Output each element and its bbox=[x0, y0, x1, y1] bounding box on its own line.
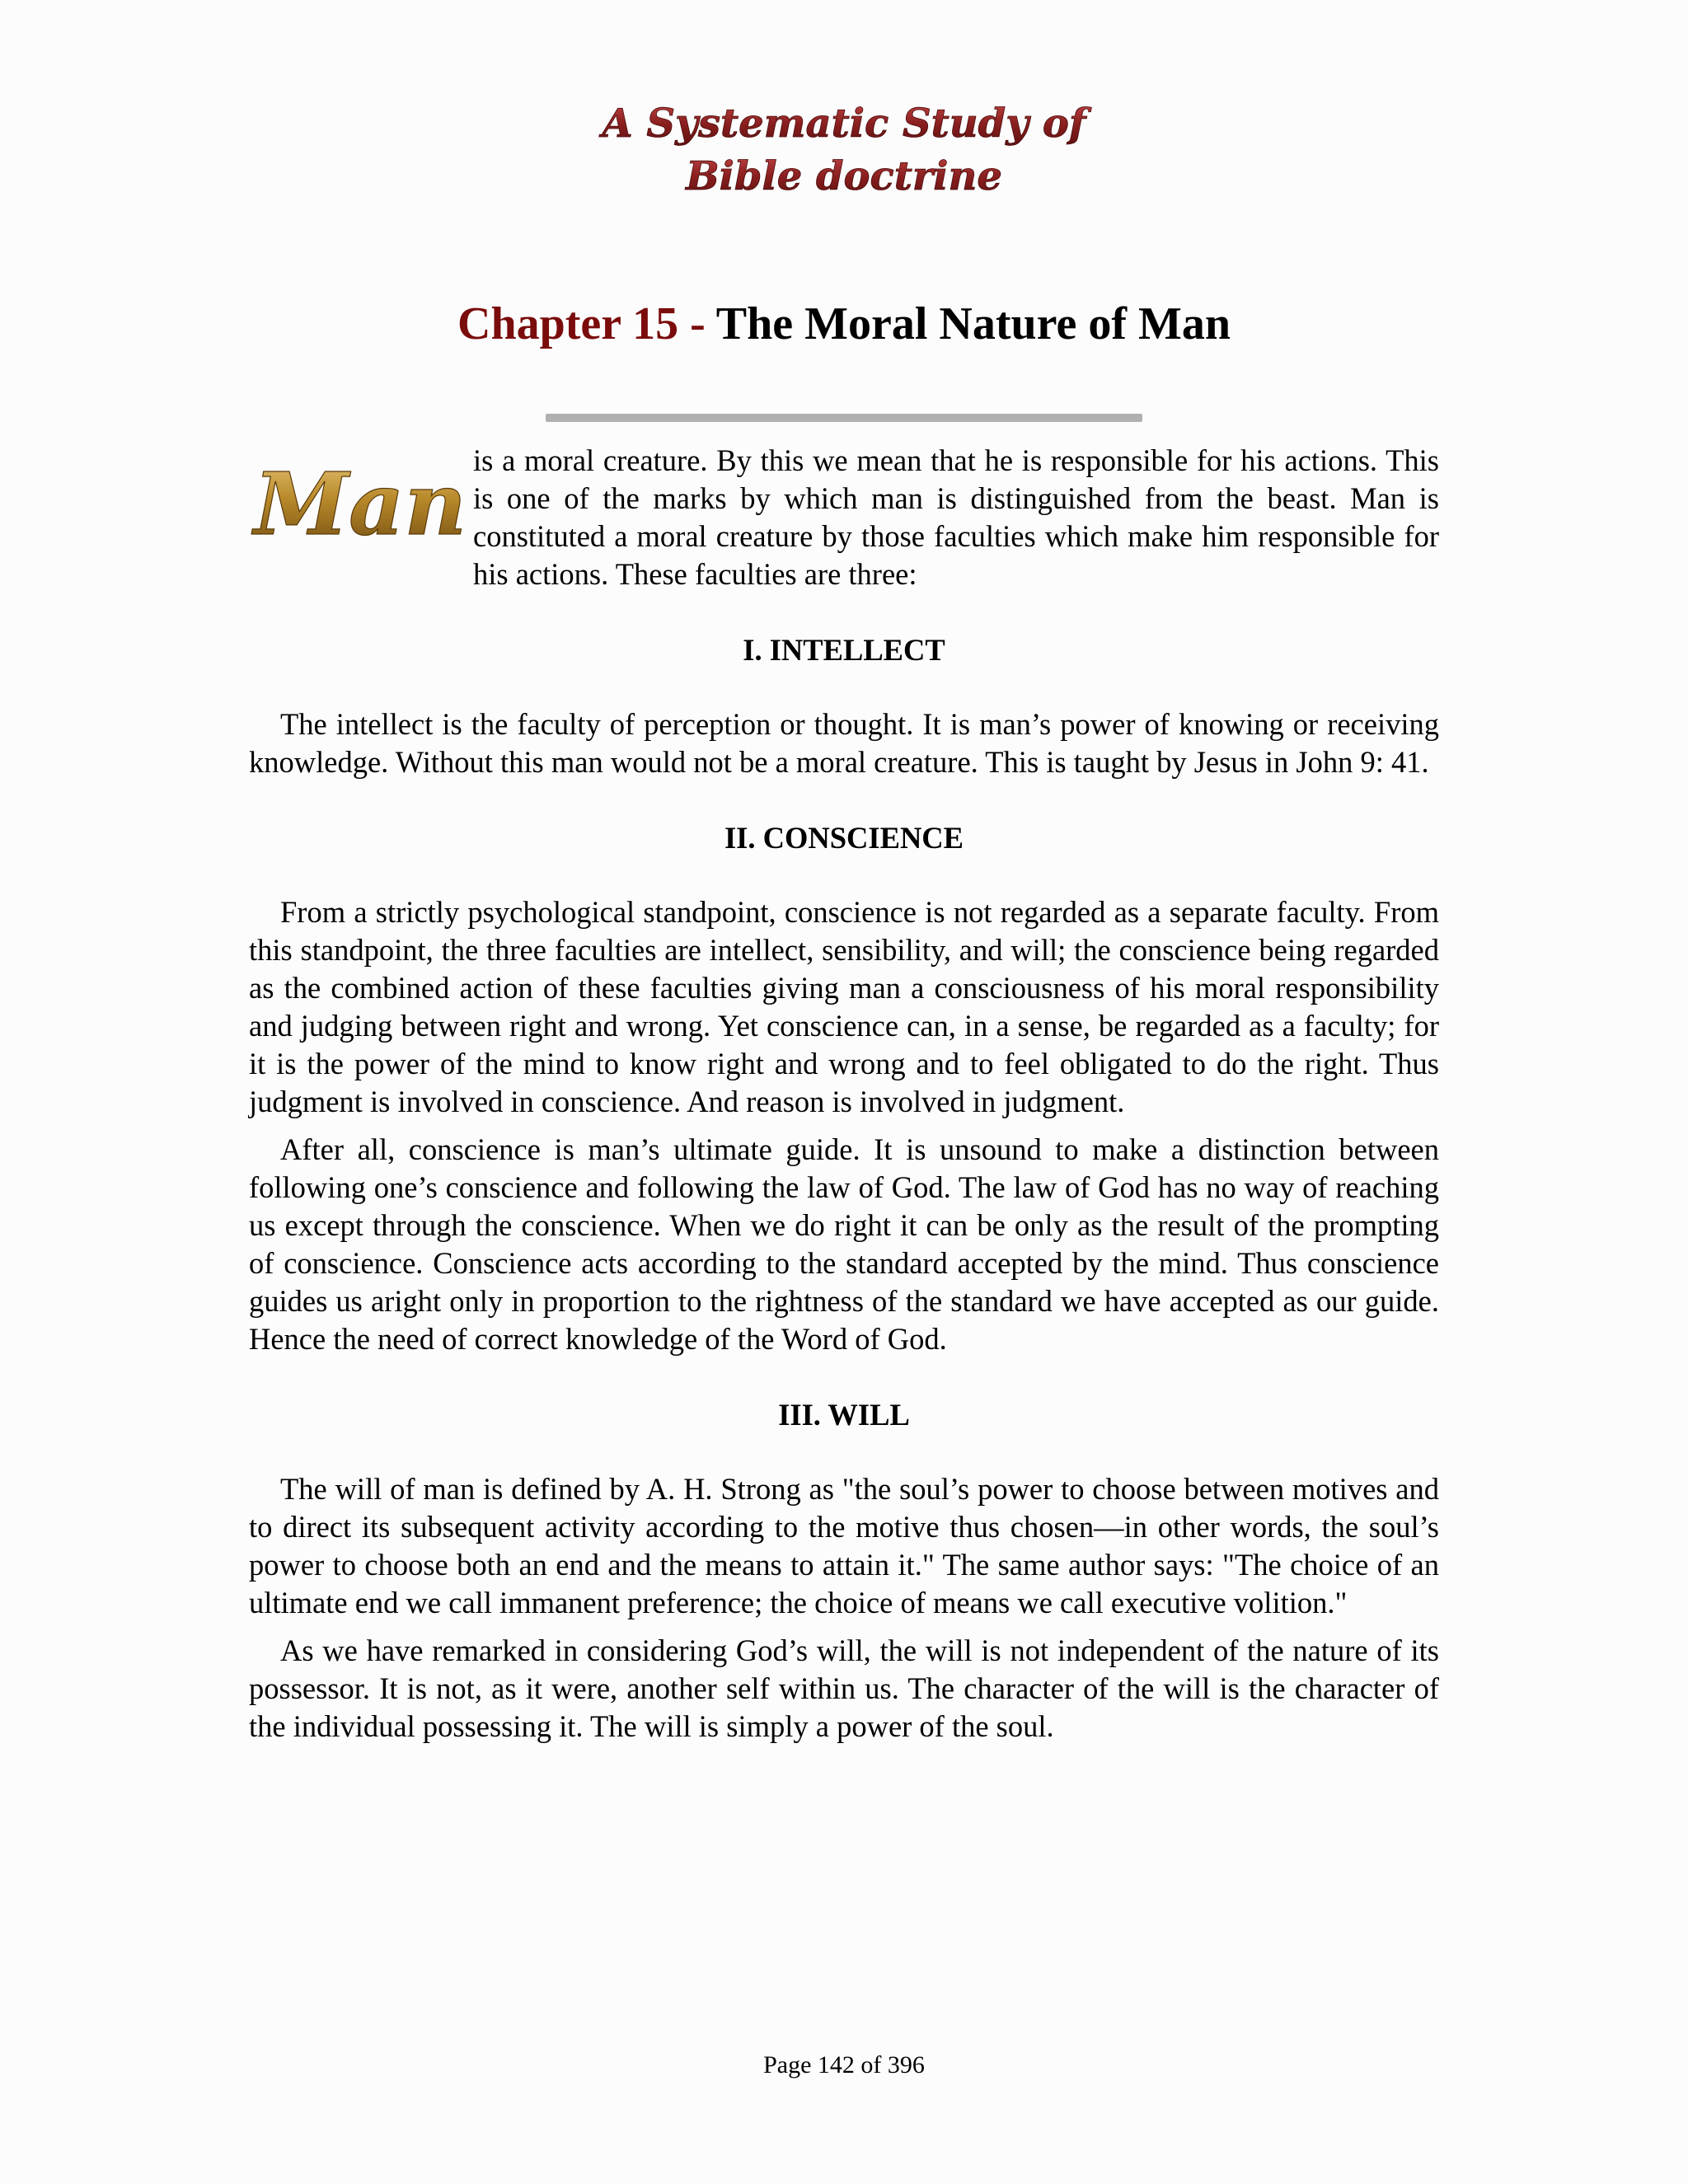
book-title-line1: A Systematic Study of bbox=[602, 101, 1086, 147]
paragraph-intellect-1: The intellect is the faculty of perception or thought. It is man’s power of knowing or receiving knowledge. Without this man would not be a moral creature. This is taught by Jesus in John 9: 41. bbox=[249, 707, 1439, 779]
chapter-body bbox=[249, 442, 1439, 1755]
page-number: Page 142 of 396 bbox=[763, 2051, 925, 2079]
section-heading-will: III. WILL bbox=[778, 1398, 910, 1432]
book-title-logo-art bbox=[547, 97, 1141, 204]
dropcap-word: Man bbox=[254, 453, 463, 555]
paragraph-will-1: The will of man is defined by A. H. Strong as "the soul’s power to choose between motives and to direct its subsequent activity according to the motive thus chosen—in other words, the soul’s power to choose both an end and the means to attain it." The same author says: "The choice of an ultimate end we call immanent preference; the choice of means we call executive volition." bbox=[249, 1472, 1439, 1619]
chapter-title bbox=[0, 297, 1688, 352]
title-divider bbox=[546, 414, 1142, 422]
paragraph-will-2: As we have remarked in considering God’s will, the will is not independent of the nature of its possessor. It is not, as it were, another self within us. The character of the will is the character of the individual possessing it. The will is simply a power of the soul. bbox=[249, 1633, 1439, 1743]
chapter-name: The Moral Nature of Man bbox=[715, 298, 1231, 349]
chapter-number: Chapter 15 - bbox=[457, 298, 706, 349]
section-heading-intellect: I. INTELLECT bbox=[743, 633, 945, 667]
section-heading-conscience: II. CONSCIENCE bbox=[724, 821, 964, 855]
intro-paragraph: is a moral creature. By this we mean that he is responsible for his actions. This is one of the marks by which man is distinguished from the beast. Man is constituted a moral creature by those faculties which make him responsible for his actions. These faculties are three: bbox=[473, 443, 1439, 591]
paragraph-conscience-1: From a strictly psychological standpoint, conscience is not regarded as a separate faculty. From this standpoint, the three faculties are intellect, sensibility, and will; the conscience being regarded as the combined action of these faculties giving man a consciousness of his moral responsibility and judging between right and wrong. Yet conscience can, in a sense, be regarded as a faculty; for it is the power of the mind to know right and wrong and to feel obligated to do the right. Thus judgment is involved in conscience. And reason is involved in judgment. bbox=[249, 895, 1439, 1118]
paragraph-conscience-2: After all, conscience is man’s ultimate guide. It is unsound to make a distinction between following one’s conscience and following the law of God. The law of God has no way of reaching us except through the conscience. When we do right it can be only as the result of the prompting of conscience. Conscience acts according to the standard accepted by the mind. Thus conscience guides us aright only in proportion to the rightness of the standard we have accepted as our guide. Hence the need of correct knowledge of the Word of God. bbox=[249, 1132, 1439, 1356]
book-title-line2: Bible doctrine bbox=[686, 153, 1002, 199]
dropcap-image bbox=[247, 442, 463, 560]
book-title-logo bbox=[0, 97, 1688, 204]
